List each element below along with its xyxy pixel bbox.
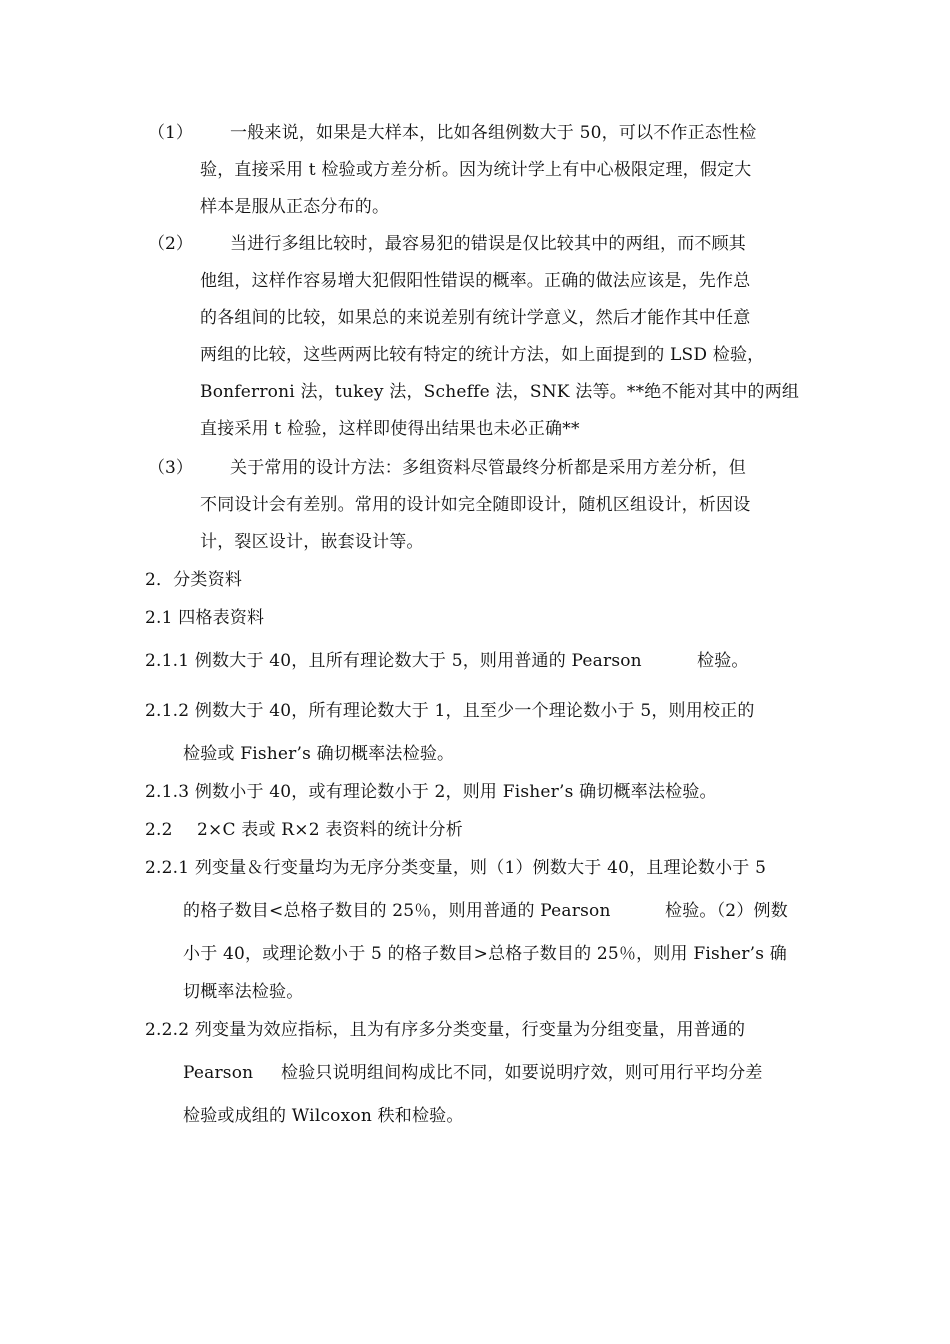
section-2-heading: 2．分类资料 — [145, 570, 243, 590]
item-2-line-4: 两组的比较，这些两两比较有特定的统计方法，如上面提到的 LSD 检验， — [200, 345, 765, 365]
item-1-line-2: 验，直接采用 t 检验或方差分析。因为统计学上有中心极限定理，假定大 — [200, 160, 752, 180]
item-1-line-3: 样本是服从正态分布的。 — [200, 197, 390, 217]
para-2-2-1-line-3: 小于 40，或理论数小于 5 的格子数目>总格子数目的 25％，则用 Fisher’s 确 — [183, 944, 787, 964]
section-2-1-heading: 2.1 四格表资料 — [145, 608, 265, 628]
para-2-2-1-line-4: 切概率法检验。 — [183, 982, 304, 1002]
item-3-marker: （3） — [148, 458, 193, 478]
item-3-line-2: 不同设计会有差别。常用的设计如完全随即设计，随机区组设计，析因设 — [200, 495, 751, 515]
item-1-line-1: 一般来说，如果是大样本，比如各组例数大于 50，可以不作正态性检 — [230, 123, 757, 143]
para-2-2-1-line-2a: 的格子数目<总格子数目的 25％，则用普通的 Pearson — [183, 901, 611, 921]
para-2-2-1-line-2b: 检验。（2）例数 — [665, 901, 788, 921]
para-2-1-1-tail: 检验。 — [697, 651, 749, 671]
para-2-2-1-line-1: 2.2.1 列变量＆行变量均为无序分类变量，则（1）例数大于 40，且理论数小于 5 — [145, 858, 767, 878]
para-2-2-2-line-2b: 检验只说明组间构成比不同，如要说明疗效，则可用行平均分差 — [281, 1063, 763, 1083]
item-2-line-3: 的各组间的比较，如果总的来说差别有统计学意义，然后才能作其中任意 — [200, 308, 751, 328]
item-3-line-1: 关于常用的设计方法：多组资料尽管最终分析都是采用方差分析，但 — [230, 458, 746, 478]
item-2-line-2: 他组，这样作容易增大犯假阳性错误的概率。正确的做法应该是，先作总 — [200, 271, 751, 291]
section-2-2-title: 2×C 表或 R×2 表资料的统计分析 — [197, 820, 463, 840]
para-2-1-3: 2.1.3 例数小于 40，或有理论数小于 2，则用 Fisher’s 确切概率法检验。 — [145, 782, 717, 802]
para-2-1-1-text: 2.1.1 例数大于 40，且所有理论数大于 5，则用普通的 Pearson — [145, 651, 642, 671]
item-3-line-3: 计，裂区设计，嵌套设计等。 — [200, 532, 424, 552]
item-2-line-1: 当进行多组比较时，最容易犯的错误是仅比较其中的两组，而不顾其 — [230, 234, 746, 254]
para-2-2-2-line-2a: Pearson — [183, 1063, 254, 1083]
item-2-line-6: 直接采用 t 检验，这样即使得出结果也未必正确** — [200, 419, 580, 439]
para-2-1-2-line-1: 2.1.2 例数大于 40，所有理论数大于 1，且至少一个理论数小于 5，则用校正的 — [145, 701, 755, 721]
section-2-2-number: 2.2 — [145, 820, 173, 840]
item-1-marker: （1） — [148, 123, 193, 143]
para-2-1-2-line-2: 检验或 Fisher’s 确切概率法检验。 — [183, 744, 455, 764]
item-2-marker: （2） — [148, 234, 193, 254]
para-2-2-2-line-3: 检验或成组的 Wilcoxon 秩和检验。 — [183, 1106, 464, 1126]
item-2-line-5: Bonferroni 法，tukey 法，Scheffe 法，SNK 法等。**绝不能对其中的两组 — [200, 382, 800, 402]
para-2-2-2-line-1: 2.2.2 列变量为效应指标，且为有序多分类变量，行变量为分组变量，用普通的 — [145, 1020, 746, 1040]
